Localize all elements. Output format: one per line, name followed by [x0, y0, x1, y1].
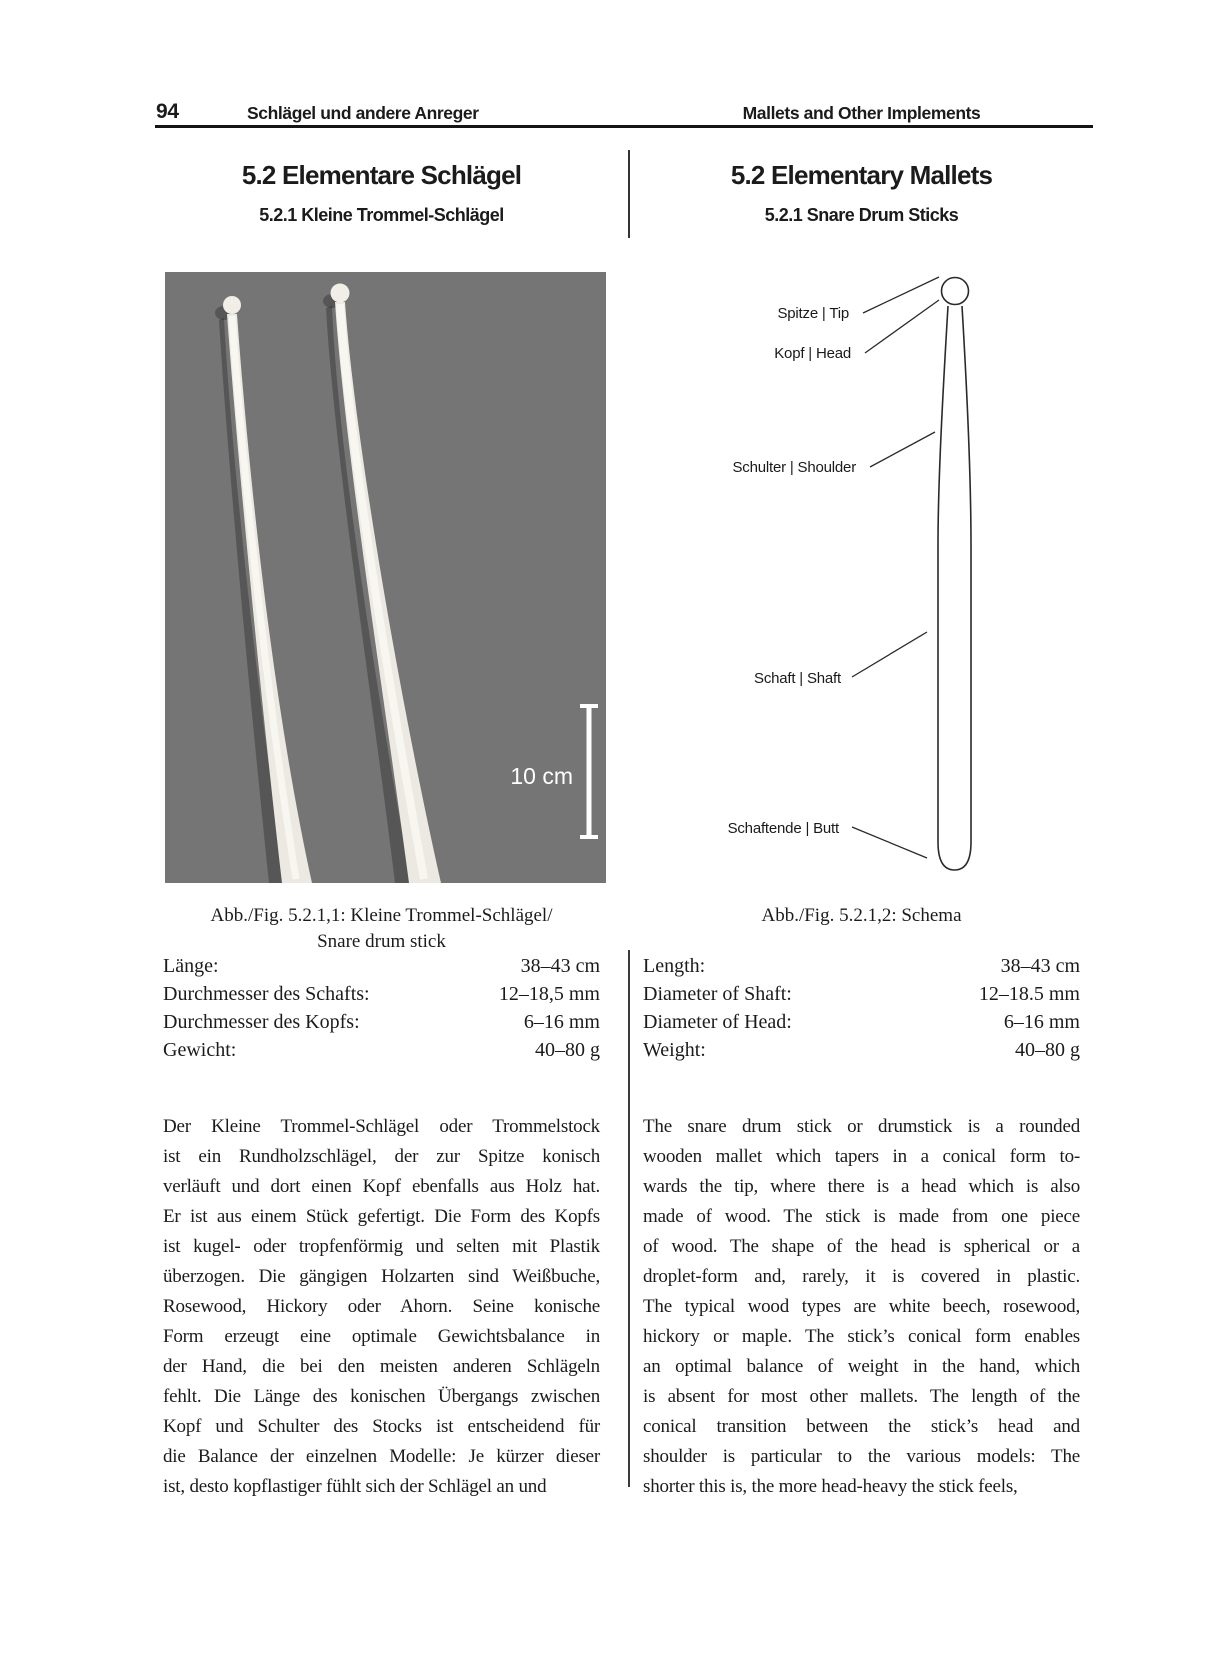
spec-row: [643, 1008, 1080, 1036]
drumsticks-photo-image: [165, 272, 606, 883]
heading-divider: [628, 150, 630, 238]
diagram-label-butt: Schaftende | Butt: [727, 820, 839, 837]
spec-row: [163, 1008, 600, 1036]
text-line: fehlt. Die Länge des konischen Übergangs zwischen: [163, 1386, 600, 1407]
spec-value: 12–18,5 mm: [498, 983, 600, 1005]
text-line: The typical wood types are white beech, rosewood,: [643, 1296, 1080, 1317]
text-line: verläuft und dort einen Kopf ebenfalls aus Holz hat.: [163, 1176, 600, 1197]
figure-caption-de-line1: Abb./Fig. 5.2.1,1: Kleine Trommel-Schlägel/: [210, 905, 553, 926]
subsection-title-en: 5.2.1 Snare Drum Sticks: [764, 205, 959, 225]
text-line: droplet-form and, rarely, it is covered in plastic.: [643, 1266, 1080, 1287]
spec-row: [163, 1036, 600, 1064]
spec-value: 40–80 g: [1015, 1039, 1080, 1061]
text-line: made of wood. The stick is made from one piece: [643, 1206, 1080, 1227]
subsection-title-de: 5.2.1 Kleine Trommel-Schlägel: [259, 205, 504, 225]
text-line: überzogen. Die gängigen Holzarten sind Weißbuche,: [163, 1266, 600, 1287]
text-line: conical transition between the stick’s head and: [643, 1416, 1080, 1437]
leader-head: [865, 300, 939, 353]
text-line: ist, desto kopflastiger fühlt sich der Schlägel an und: [163, 1476, 547, 1497]
drumsticks-photo: [165, 272, 606, 883]
header-rule: [155, 125, 1093, 128]
stick-schema-drawing: [643, 250, 1080, 895]
text-line: wards the tip, where there is a head which is also: [643, 1176, 1080, 1197]
text-line: Er ist aus einem Stück gefertigt. Die Form des Kopfs: [163, 1206, 600, 1227]
spec-value: 6–16 mm: [523, 1011, 600, 1033]
spec-value: 6–16 mm: [1003, 1011, 1080, 1033]
spec-table-de: [163, 952, 600, 1064]
stick-schema-diagram: [643, 250, 1080, 895]
text-line: wooden mallet which tapers in a conical form to-: [643, 1146, 1080, 1167]
spec-value: 12–18.5 mm: [978, 983, 1080, 1005]
spec-label: Durchmesser des Kopfs:: [163, 1011, 360, 1033]
spec-label: Diameter of Shaft:: [643, 983, 792, 1005]
diagram-label-shoulder: Schulter | Shoulder: [732, 459, 856, 476]
figure-caption-de: [163, 903, 600, 955]
running-title-en: Mallets and Other Implements: [742, 103, 981, 123]
spec-value: 40–80 g: [535, 1039, 600, 1061]
scale-label: 10 cm: [510, 763, 573, 789]
text-line: Kopf und Schulter des Stocks ist entscheidend für: [163, 1416, 600, 1437]
diagram-label-head: Kopf | Head: [774, 345, 851, 362]
body-text-en: [643, 1112, 1080, 1502]
spec-label: Länge:: [163, 955, 219, 977]
figure-caption-de-line2: Snare drum stick: [317, 931, 446, 952]
text-line: shorter this is, the more head-heavy the stick feels,: [643, 1476, 1018, 1497]
text-line: is absent for most other mallets. The length of the: [643, 1386, 1080, 1407]
spec-row: [643, 952, 1080, 980]
spec-label: Diameter of Head:: [643, 1011, 792, 1033]
stick-head-circle: [942, 278, 969, 305]
text-line: die Balance der einzelnen Modelle: Je kürzer dieser: [163, 1446, 600, 1467]
leader-shaft: [852, 632, 927, 677]
spec-label: Weight:: [643, 1039, 706, 1061]
page-number: 94: [156, 100, 179, 123]
body-text-de: [163, 1112, 600, 1502]
text-line: der Hand, die bei den meisten anderen Schlägeln: [163, 1356, 600, 1377]
text-line: hickory or maple. The stick’s conical form enables: [643, 1326, 1080, 1347]
spec-label: Gewicht:: [163, 1039, 237, 1061]
spec-table-en: [643, 952, 1080, 1064]
text-line: ist ein Rundholzschlägel, der zur Spitze konisch: [163, 1146, 600, 1167]
section-title-de: 5.2 Elementare Schlägel: [241, 160, 522, 190]
leader-butt: [852, 827, 927, 858]
text-line: The snare drum stick or drumstick is a rounded: [643, 1116, 1080, 1137]
spec-row: [163, 952, 600, 980]
section-title-en: 5.2 Elementary Mallets: [730, 160, 993, 190]
spec-label: Length:: [643, 955, 706, 977]
text-line: Der Kleine Trommel-Schlägel oder Trommelstock: [163, 1116, 600, 1137]
spec-row: [163, 980, 600, 1008]
text-line: shoulder is particular to the various models: The: [643, 1446, 1080, 1467]
text-line: Form erzeugt eine optimale Gewichtsbalance in: [163, 1326, 600, 1347]
left-stick-tip: [223, 296, 241, 314]
leader-shoulder: [870, 432, 935, 467]
spec-label: Durchmesser des Schafts:: [163, 983, 370, 1005]
stick-outline: [938, 306, 971, 870]
diagram-label-shaft: Schaft | Shaft: [754, 670, 841, 687]
spec-value: 38–43 cm: [1000, 955, 1080, 977]
right-stick-tip: [331, 284, 350, 303]
text-line: Rosewood, Hickory oder Ahorn. Seine konische: [163, 1296, 600, 1317]
figure-caption-en: Abb./Fig. 5.2.1,2: Schema: [761, 905, 962, 926]
text-line: an optimal balance of weight in the hand, which: [643, 1356, 1080, 1377]
spec-row: [643, 1036, 1080, 1064]
running-title-de: Schlägel und andere Anreger: [247, 103, 479, 123]
text-line: ist kugel- oder tropfenförmig und selten mit Plastik: [163, 1236, 600, 1257]
column-divider: [628, 950, 630, 1487]
spec-value: 38–43 cm: [520, 955, 600, 977]
text-line: of wood. The shape of the head is spherical or a: [643, 1236, 1080, 1257]
spec-row: [643, 980, 1080, 1008]
diagram-label-tip: Spitze | Tip: [777, 305, 849, 322]
